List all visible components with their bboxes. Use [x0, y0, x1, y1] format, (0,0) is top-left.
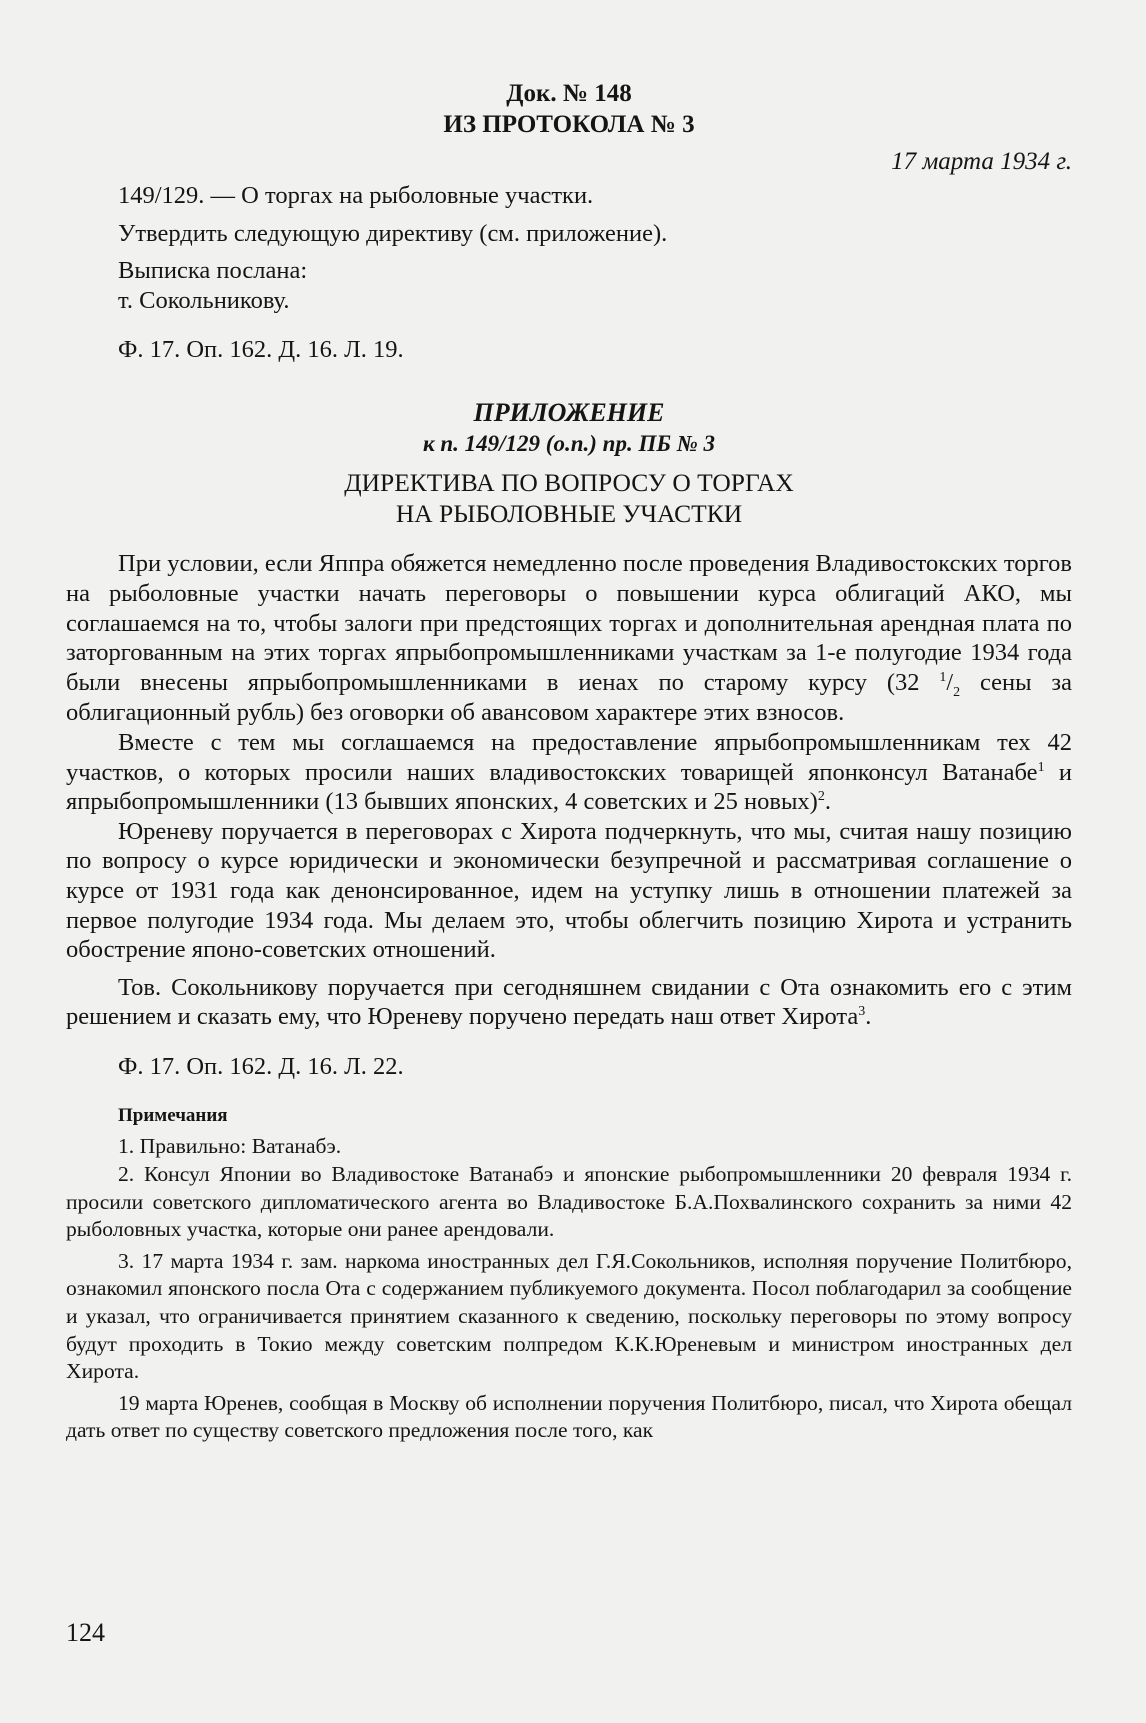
footnote-ref-1[interactable]: 1 — [1037, 759, 1045, 775]
appendix-subtitle: к п. 149/129 (о.п.) пр. ПБ № 3 — [422, 431, 716, 457]
directive-title-line2: НА РЫБОЛОВНЫЕ УЧАСТКИ — [395, 499, 743, 529]
footnote-ref-3[interactable]: 3 — [858, 1004, 866, 1020]
note-1: 1. Правильно: Ватанабэ. — [118, 1134, 342, 1159]
note-3: 3. 17 марта 1934 г. зам. наркома иностранных дел Г.Я.Сокольников, исполняя поручение Политбюро, ознакомил японского посла Ота с содержанием публикуемого документа. Посол поблагодарил за сообщение и указал, что ограничивается принятием сказанного к сведению, поскольку переговоры по этому вопросу будут проходить в Токио между советским полпредом К.К.Юреневым и министром иностранных дел Хирота. — [66, 1248, 1072, 1384]
archive-reference: Ф. 17. Оп. 162. Д. 16. Л. 19. — [118, 336, 404, 364]
directive-paragraph-1: При условии, если Яппра обяжется немедленно после проведения Владивостокских торгов на рыболовные участки начать переговоры о повышении курса облигаций АКО, мы соглашаемся на то, чтобы залоги при предстоящих торгах и дополнительная арендная плата по заторгованным на этих торгах япрыбопромышленниками участкам за 1-е полугодие 1934 года были внесены япрыбопромышленниками в иенах по старому курсу (32 $^1/_2$ сены за облигационный рубль) без оговорки об авансовом характере этих взносов. — [66, 550, 1072, 727]
directive-paragraph-4: Тов. Сокольникову поручается при сегодняшнем свидании с Ота ознакомить его с этим решением и сказать ему, что Юреневу поручено передать наш ответ Хирота$^3$. — [66, 973, 1072, 1031]
footnote-ref-2[interactable]: 2 — [817, 788, 825, 804]
fraction-one-half: $^1/_2$ — [939, 669, 961, 700]
document-title: ИЗ ПРОТОКОЛА № 3 — [443, 111, 695, 138]
sent-label: Выписка послана: — [118, 257, 308, 285]
protocol-item — [66, 181, 1072, 365]
document-number: Док. № 148 — [506, 80, 632, 107]
directive-paragraph-2: Вместе с тем мы соглашаемся на предоставление япрыбопромышленникам тех 42 участков, о которых просили наших владивостокских товарищей японконсул Ватанабе$^1$ и япрыбопромышленники (13 бывших японских, 4 советских и 25 новых)$^2$. — [66, 728, 1072, 816]
appendix-title: ПРИЛОЖЕНИЕ — [473, 398, 665, 428]
note-2: 2. Консул Японии во Владивостоке Ватанабэ и японские рыбопромышленники 20 февраля 1934 г. просили советского дипломатического агента во Владивостоке Б.А.Похвалинского сохранить за ними 42 рыболовных участка, которые они ранее арендовали. — [66, 1162, 1072, 1242]
item-decision: Утвердить следующую директиву (см. приложение). — [118, 219, 668, 247]
directive-body — [66, 549, 1072, 1082]
appendix-archive-reference: Ф. 17. Оп. 162. Д. 16. Л. 22. — [118, 1052, 404, 1080]
page-number: 124 — [66, 1618, 105, 1647]
notes-heading: Примечания — [118, 1104, 228, 1126]
sent-to: т. Сокольникову. — [118, 286, 290, 314]
directive-title-line1: ДИРЕКТИВА ПО ВОПРОСУ О ТОРГАХ — [344, 468, 794, 498]
directive-paragraph-3: Юреневу поручается в переговорах с Хирота подчеркнуть, что мы, считая нашу позицию по вопросу о курсе юридически и экономически безупречной и рассматривая соглашение о курсе от 1931 года как денонсированное, идем на уступку лишь в отношении платежей за первое полугодие 1934 года. Мы делаем это, чтобы облегчить позицию Хирота и устранить обострение японо-советских отношений. — [66, 817, 1072, 964]
notes-section — [66, 1102, 1072, 1445]
page-content — [66, 78, 1072, 1445]
document-date: 17 марта 1934 г. — [891, 148, 1072, 175]
note-3-continued: 19 марта Юренев, сообщая в Москву об исполнении поручения Политбюро, писал, что Хирота обещал дать ответ по существу советского предложения после того, как — [66, 1390, 1072, 1443]
item-heading: 149/129. — О торгах на рыболовные участки. — [118, 182, 594, 209]
